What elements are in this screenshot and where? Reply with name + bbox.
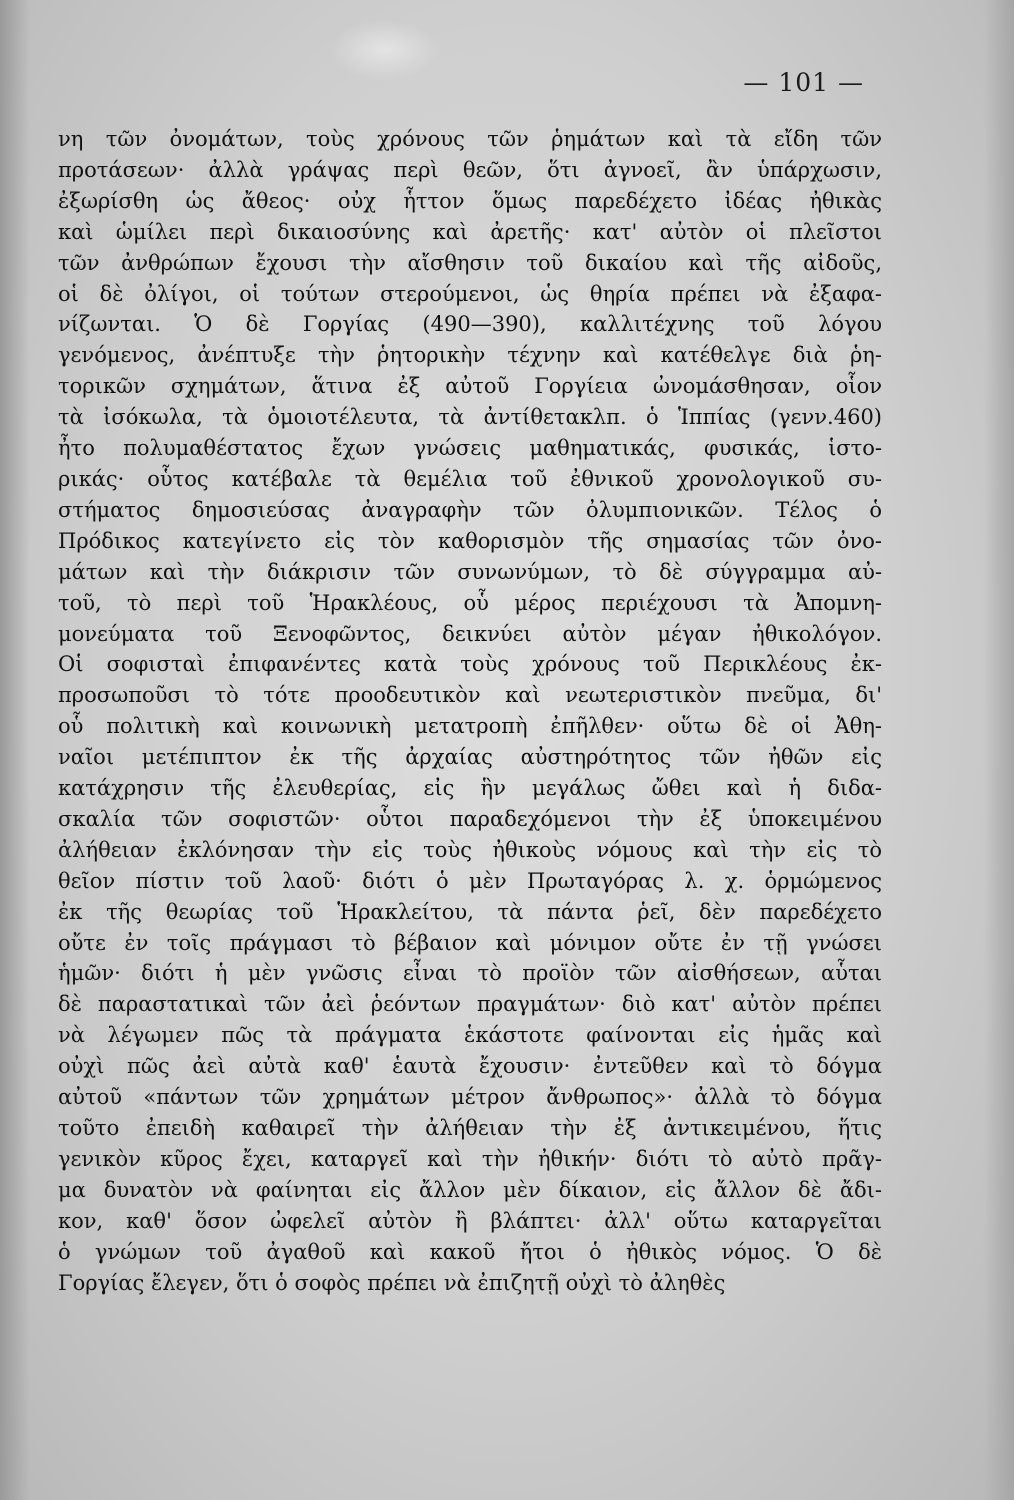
text-line: οὐχὶ πῶς ἀεὶ αὐτὰ καθ' ἑαυτὰ ἔχουσιν· ἐντεῦθεν καὶ τὸ δόγμα [58,1054,882,1079]
left-edge-shadow [0,0,30,1500]
text-line: μα δυνατὸν νὰ φαίνηται εἰς ἄλλον μὲν δίκαιον, εἰς ἄλλον δὲ ἄδι- [58,1177,882,1202]
text-line: Πρόδικος κατεγίνετο εἰς τὸν καθορισμὸν τῆς σημασίας τῶν ὀνο- [58,528,882,553]
text-line: σκαλία τῶν σοφιστῶν· οὗτοι παραδεχόμενοι τὴν ἐξ ὑποκειμένου [58,806,882,831]
text-line: τορικῶν σχημάτων, ἅτινα ἐξ αὐτοῦ Γοργίεια ὠνομάσθησαν, οἷον [58,374,882,399]
text-line: τῶν ἀνθρώπων ἔχουσι τὴν αἴσθησιν τοῦ δικαίου καὶ τῆς αἰδοῦς, [58,250,882,275]
page-number: — 101 — [743,68,864,97]
text-line: αὐτοῦ «πάντων τῶν χρημάτων μέτρον ἄνθρωπος»· ἀλλὰ τὸ δόγμα [58,1085,882,1110]
text-line: ρικάς· οὗτος κατέβαλε τὰ θεμέλια τοῦ ἐθνικοῦ χρονολογικοῦ συ- [58,466,882,491]
text-line: τοῦτο ἐπειδὴ καθαιρεῖ τὴν ἀλήθειαν τὴν ἐξ ἀντικειμένου, ἥτις [58,1116,882,1140]
text-line: θεῖον πίστιν τοῦ λαοῦ· διότι ὁ μὲν Πρωταγόρας λ. χ. ὁρμώμενος [58,868,882,893]
text-line: γενόμενος, ἀνέπτυξε τὴν ῥητορικὴν τέχνην καὶ κατέθελγε διὰ ῥη- [58,343,882,368]
text-line: προτάσεων· ἀλλὰ γράψας περὶ θεῶν, ὅτι ἀγνοεῖ, ἂν ὑπάρχωσιν, [58,157,882,182]
text-line: προσωποῦσι τὸ τότε προοδευτικὸν καὶ νεωτεριστικὸν πνεῦμα, δι' [58,683,882,708]
text-line: ἡμῶν· διότι ἡ μὲν γνῶσις εἶναι τὸ προϊὸν τῶν αἰσθήσεων, αὗται [58,961,882,986]
text-line: οἱ δὲ ὀλίγοι, οἱ τούτων στερούμενοι, ὡς θηρία πρέπει νὰ ἐξαφα- [58,281,882,306]
text-line: καὶ ὡμίλει περὶ δικαιοσύνης καὶ ἀρετῆς· κατ' αὐτὸν οἱ πλεῖστοι [58,219,882,244]
text-line: τὰ ἰσόκωλα, τὰ ὁμοιοτέλευτα, τὰ ἀντίθετακλπ. ὁ Ἱππίας (γενν.460) [58,405,882,430]
text-line: ἀλήθειαν ἐκλόνησαν τὴν εἰς τοὺς ἠθικοὺς νόμους καὶ τὴν εἰς τὸ [58,837,882,862]
text-line: νίζωνται. Ὁ δὲ Γοργίας (490—390), καλλιτέχνης τοῦ λόγου [58,312,882,337]
text-line: γενικὸν κῦρος ἔχει, καταργεῖ καὶ τὴν ἠθικήν· διότι τὸ αὐτὸ πρᾶγ- [58,1146,882,1171]
text-line: στήματος δημοσιεύσας ἀναγραφὴν τῶν ὀλυμπιονικῶν. Τέλος ὁ [58,497,882,522]
text-line: ὁ γνώμων τοῦ ἀγαθοῦ καὶ κακοῦ ἤτοι ὁ ἠθικὸς νόμος. Ὁ δὲ [58,1239,882,1264]
text-line: ἦτο πολυμαθέστατος ἔχων γνώσεις μαθηματικάς, φυσικάς, ἱστο- [58,436,882,461]
text-line: Γοργίας ἔλεγεν, ὅτι ὁ σοφὸς πρέπει νὰ ἐπιζητῇ οὐχὶ τὸ ἀληθὲς [58,1270,726,1295]
text-line: ἐξωρίσθη ὡς ἄθεος· οὐχ ἧττον ὅμως παρεδέχετο ἰδέας ἠθικὰς [58,188,882,213]
text-line: νη τῶν ὀνομάτων, τοὺς χρόνους τῶν ῥημάτων καὶ τὰ εἴδη τῶν [58,127,882,151]
text-line: μονεύματα τοῦ Ξενοφῶντος, δεικνύει αὐτὸν μέγαν ἠθικολόγον. [58,621,882,646]
text-line: ἐκ τῆς θεωρίας τοῦ Ἡρακλείτου, τὰ πάντα ῥεῖ, δὲν παρεδέχετο [58,899,882,924]
text-line: ναῖοι μετέπιπτον ἐκ τῆς ἀρχαίας αὐστηρότητος τῶν ἠθῶν εἰς [58,745,882,770]
text-line: τοῦ, τὸ περὶ τοῦ Ἡρακλέους, οὗ μέρος περιέχουσι τὰ Ἀπομνη- [58,590,882,615]
text-line: οὔτε ἐν τοῖς πράγμασι τὸ βέβαιον καὶ μόνιμον οὔτε ἐν τῇ γνώσει [58,930,882,955]
right-edge-shadow [984,0,1014,1500]
text-line: Οἱ σοφισταὶ ἐπιφανέντες κατὰ τοὺς χρόνους τοῦ Περικλέους ἐκ- [58,652,882,677]
text-line: νὰ λέγωμεν πῶς τὰ πράγματα ἑκάστοτε φαίνονται εἰς ἡμᾶς καὶ [58,1023,882,1048]
text-line: κατάχρησιν τῆς ἐλευθερίας, εἰς ἣν μεγάλως ὤθει καὶ ἡ διδα- [58,776,882,801]
text-line: μάτων καὶ τὴν διάκρισιν τῶν συνωνύμων, τὸ δὲ σύγγραμμα αὐ- [58,559,882,584]
body-text [58,124,882,1298]
text-line: οὗ πολιτικὴ καὶ κοινωνικὴ μετατροπὴ ἐπῆλθεν· οὕτω δὲ οἱ Ἀθη- [58,714,882,739]
paper-stain [330,20,440,80]
text-line: κον, καθ' ὅσον ὠφελεῖ αὐτὸν ἢ βλάπτει· ἀλλ' οὕτω καταργεῖται [58,1208,882,1233]
text-line: δὲ παραστατικαὶ τῶν ἀεὶ ῥεόντων πραγμάτων· διὸ κατ' αὐτὸν πρέπει [58,992,882,1017]
